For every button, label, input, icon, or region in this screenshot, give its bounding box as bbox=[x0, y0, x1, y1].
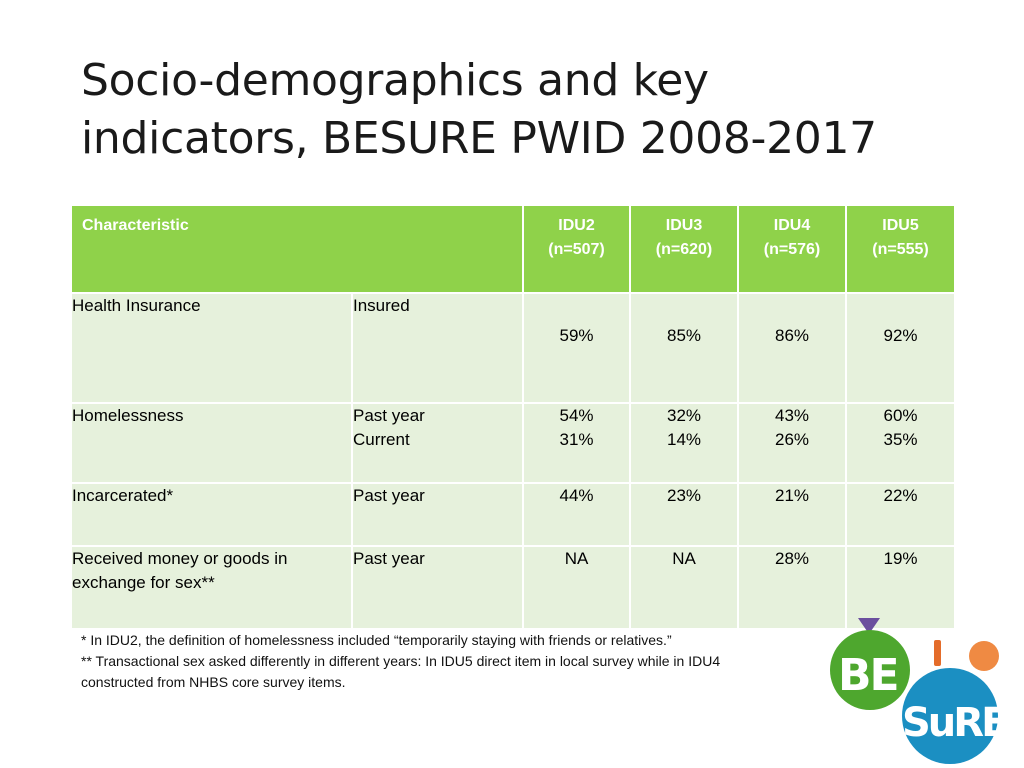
cell-value-line: 60% bbox=[883, 406, 918, 425]
table-row bbox=[71, 483, 955, 546]
cell-value: 92% bbox=[846, 293, 955, 403]
title-line-2: indicators, BESURE PWID 2008-2017 bbox=[81, 113, 877, 164]
table-header-row bbox=[71, 205, 955, 293]
header-group-n: (n=620) bbox=[655, 241, 713, 258]
characteristic-line: Received money or goods in bbox=[72, 549, 288, 568]
cell-value-line: 31% bbox=[559, 430, 594, 449]
header-idu3 bbox=[630, 205, 738, 293]
logo-text-be: BE bbox=[838, 650, 898, 701]
footnote-transactional-sex-cont: constructed from NHBS core survey items. bbox=[81, 674, 346, 690]
cell-value: 19% bbox=[846, 546, 955, 629]
cell-value: 86% bbox=[738, 293, 846, 403]
cell-value: 23% bbox=[630, 483, 738, 546]
title-line-1: Socio-demographics and key bbox=[81, 55, 709, 106]
header-characteristic: Characteristic bbox=[71, 205, 523, 293]
cell-value: 85% bbox=[630, 293, 738, 403]
row-characteristic bbox=[71, 546, 352, 629]
row-subcategory: Past year bbox=[352, 546, 523, 629]
cell-value: NA bbox=[630, 546, 738, 629]
footnote-transactional-sex: ** Transactional sex asked differently in different years: In IDU5 direct item in local survey while in IDU4 bbox=[81, 653, 721, 669]
cell-value-line: 26% bbox=[774, 430, 810, 449]
logo-orange-circle bbox=[969, 641, 999, 671]
header-group-n: (n=555) bbox=[872, 241, 929, 258]
cell-value-line: 32% bbox=[666, 406, 702, 425]
cell-value: 28% bbox=[738, 546, 846, 629]
subcategory-line: Current bbox=[353, 430, 410, 449]
cell-value bbox=[523, 403, 630, 483]
besure-logo bbox=[826, 612, 1022, 768]
cell-value-line: 54% bbox=[559, 406, 594, 425]
logo-text-sure: SuRE bbox=[902, 700, 1006, 746]
cell-value-line: 35% bbox=[883, 430, 918, 449]
table-row bbox=[71, 403, 955, 483]
row-characteristic: Health Insurance bbox=[71, 293, 352, 403]
cell-value: NA bbox=[523, 546, 630, 629]
row-characteristic: Incarcerated* bbox=[71, 483, 352, 546]
header-idu4 bbox=[738, 205, 846, 293]
table-row bbox=[71, 293, 955, 403]
slide-title bbox=[81, 52, 961, 168]
row-subcategory: Past year bbox=[352, 483, 523, 546]
header-group-name: IDU2 bbox=[558, 217, 595, 234]
cell-value: 44% bbox=[523, 483, 630, 546]
header-group-name: IDU3 bbox=[665, 217, 703, 234]
row-subcategory bbox=[352, 403, 523, 483]
cell-value: 59% bbox=[523, 293, 630, 403]
header-group-name: IDU4 bbox=[773, 217, 811, 234]
indicators-table bbox=[70, 204, 956, 630]
cell-value-line: 14% bbox=[666, 430, 702, 449]
cell-value bbox=[630, 403, 738, 483]
row-characteristic: Homelessness bbox=[71, 403, 352, 483]
logo-bar bbox=[934, 640, 941, 666]
header-group-n: (n=576) bbox=[763, 241, 821, 258]
footnote-homelessness: * In IDU2, the definition of homelessness included “temporarily staying with friends or relatives.” bbox=[81, 632, 672, 648]
subcategory-line: Past year bbox=[353, 406, 425, 425]
cell-value: 21% bbox=[738, 483, 846, 546]
cell-value bbox=[846, 403, 955, 483]
header-idu5 bbox=[846, 205, 955, 293]
characteristic-line: exchange for sex** bbox=[72, 573, 215, 592]
header-group-name: IDU5 bbox=[882, 217, 919, 234]
header-idu2 bbox=[523, 205, 630, 293]
footnotes bbox=[81, 630, 821, 693]
table-row bbox=[71, 546, 955, 629]
cell-value bbox=[738, 403, 846, 483]
header-group-n: (n=507) bbox=[548, 241, 605, 258]
cell-value: 22% bbox=[846, 483, 955, 546]
cell-value-line: 43% bbox=[774, 406, 810, 425]
row-subcategory: Insured bbox=[352, 293, 523, 403]
